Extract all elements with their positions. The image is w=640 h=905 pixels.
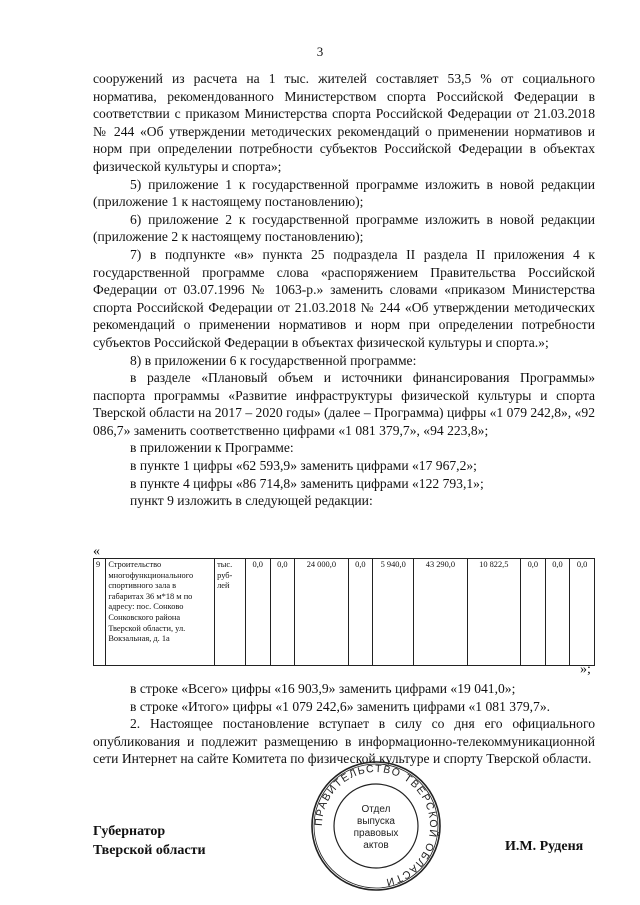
table-row xyxy=(94,559,595,666)
paragraph: 8) в приложении 6 к государственной программе: xyxy=(130,352,417,368)
signature-title-line: Губернатор xyxy=(93,824,166,839)
table-cell: 0,0 xyxy=(245,559,270,666)
seal-line: актов xyxy=(363,840,389,851)
signature-title xyxy=(93,822,206,860)
table-cell: 0,0 xyxy=(520,559,545,666)
table-cell: 0,0 xyxy=(545,559,570,666)
program-table-row xyxy=(93,558,595,666)
row-number: 9 xyxy=(94,559,106,666)
table-cell: 0,0 xyxy=(348,559,373,666)
row-name: Строительство многофункционального спортивного зала в габаритах 36 м*18 м по адресу: пос. Сонково Сонковского района Тверской области, ул. Вокзальная, д. 1а xyxy=(106,559,215,666)
row-unit: тыс. руб-лей xyxy=(215,559,246,666)
paragraph: в пункте 1 цифры «62 593,9» заменить цифрами «17 967,2»; xyxy=(130,458,477,474)
signatory-name: И.М. Руденя xyxy=(505,839,584,854)
body-text-bottom xyxy=(93,680,595,768)
paragraph: в строке «Всего» цифры «16 903,9» заменить цифрами «19 041,0»; xyxy=(130,681,516,696)
paragraph: пункт 9 изложить в следующей редакции: xyxy=(130,493,373,509)
table-cell: 0,0 xyxy=(570,559,595,666)
official-seal xyxy=(310,760,442,892)
table-cell: 43 290,0 xyxy=(414,559,467,666)
paragraph: в строке «Итого» цифры «1 079 242,6» заменить цифрами «1 081 379,7». xyxy=(130,698,551,714)
table-cell: 5 940,0 xyxy=(373,559,414,666)
paragraph: в пункте 4 цифры «86 714,8» заменить цифрами «122 793,1»; xyxy=(130,475,484,491)
signature-title-line: Тверской области xyxy=(93,843,206,858)
table-cell: 10 822,5 xyxy=(467,559,520,666)
paragraph: в разделе «Плановый объем и источники финансирования Программы» паспорта программы «Развитие инфраструктуры физической культуры и спорта Тверской области на 2017 – 2020 годы» (далее – Программа) цифры «1 079 242,8», «92 086,7» заменить соответственно цифрами «1 081 379,7», «94 223,8»; xyxy=(93,370,595,438)
body-text-top xyxy=(93,70,595,510)
table-cell: 0,0 xyxy=(270,559,295,666)
quote-open: « xyxy=(93,544,100,559)
seal-line: правовых xyxy=(353,828,399,839)
seal-line: выпуска xyxy=(357,816,395,827)
paragraph: 2. Настоящее постановление вступает в силу со дня его официального опубликования и подлежит размещению в информационно-телекоммуникационной сети Интернет на сайте Комитета по физической культуре и спорту Тверской области. xyxy=(93,716,595,767)
page-number: 3 xyxy=(316,44,324,59)
paragraph: 6) приложение 2 к государственной программе изложить в новой редакции (приложение 2 к настоящему постановлению); xyxy=(93,211,595,245)
seal-ring-text: ПРАВИТЕЛЬСТВО ТВЕРСКОЙ ОБЛАСТИ xyxy=(312,762,440,889)
table-cell: 24 000,0 xyxy=(295,559,348,666)
seal-line: Отдел xyxy=(361,804,391,815)
paragraph: в приложении к Программе: xyxy=(130,440,294,456)
paragraph: 5) приложение 1 к государственной программе изложить в новой редакции (приложение 1 к настоящему постановлению); xyxy=(93,176,595,210)
quote-close: »; xyxy=(580,662,591,677)
paragraph: сооружений из расчета на 1 тыс. жителей составляет 53,5 % от социального норматива, рекомендованного Министерством спорта Российской Федерации в соответствии с приказом Министерства спорта Российской Федерации от 21.03.2018 № 244 «Об утверждении методических рекомендаций о применении нормативов и норм при определении потребности субъектов Российской Федерации в объектах физической культуры и спорта»; xyxy=(93,71,595,174)
paragraph: 7) в подпункте «в» пункта 25 подраздела II раздела II приложения 4 к государственной программе слова «распоряжением Правительства Российской Федерации от 03.07.1996 № 1063-р.» заменить словами «приказом Министерства спорта Российской Федерации от 21.03.2018 № 244 «Об утверждении методических рекомендаций о применении нормативов и норм при определении потребности субъектов Российской Федерации в объектах физической культуры и спорта.»; xyxy=(93,246,595,350)
